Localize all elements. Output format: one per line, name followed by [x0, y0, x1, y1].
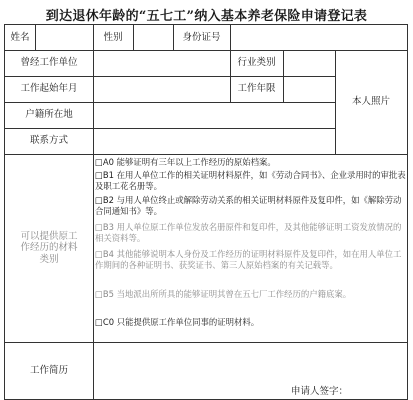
industry-field[interactable]: [283, 50, 335, 76]
work-years-field[interactable]: [283, 76, 335, 102]
id-number-label: 身份证号: [182, 31, 221, 43]
id-number-field[interactable]: [230, 25, 407, 50]
work-years-label: 工作年限: [237, 83, 276, 95]
gender-label: 性别: [103, 31, 123, 43]
industry-label: 行业类别: [237, 57, 276, 69]
option-b2[interactable]: □B2 与用人单位终止或解除劳动关系的相关证明材料原件及复印件，如《解除劳动合同通知书》等。: [95, 195, 402, 216]
contact-field[interactable]: [93, 128, 335, 154]
materials-label: 可以提供原工作经历的材料类别: [20, 230, 78, 265]
signature-label: 申请人签字：: [291, 386, 349, 397]
option-b5[interactable]: □B5 当地派出所所具的能够证明其曾在五七厂工作经历的户籍底案。: [95, 289, 352, 299]
start-date-field[interactable]: [93, 76, 230, 102]
name-label: 姓名: [10, 31, 30, 43]
option-b4[interactable]: □B4 其他能够说明本人身份及工作经历的证明材料原件及复印件，如在用人单位工作期间的各种证明书、获奖证书、第三人原始档案的有关记载等。: [95, 249, 402, 270]
contact-label: 联系方式: [29, 135, 68, 147]
gender-field[interactable]: [133, 25, 173, 50]
registration-form: [4, 24, 408, 400]
name-field[interactable]: [35, 25, 93, 50]
option-b3[interactable]: □B3 用人单位原工作单位发放名册原件和复印件，及其他能够证明工资发放情况的相关资料等。: [95, 222, 402, 243]
form-title: 到达退休年龄的“五七工”纳入基本养老保险申请登记表: [45, 9, 368, 24]
option-c0[interactable]: □C0 只能提供原工作单位同事的证明材料。: [95, 317, 260, 327]
option-a0[interactable]: □A0 能够证明有三年以上工作经历的原始档案。: [95, 157, 276, 167]
hukou-field[interactable]: [93, 102, 335, 128]
former-employer-field[interactable]: [93, 50, 230, 76]
start-date-label: 工作起始年月: [20, 83, 78, 95]
former-employer-label: 曾经工作单位: [20, 57, 78, 69]
hukou-label: 户籍所在地: [25, 109, 73, 121]
history-label: 工作简历: [29, 364, 68, 376]
photo-box[interactable]: 本人照片: [351, 96, 390, 108]
option-b1[interactable]: □B1 在用人单位工作的相关证明材料原件，如《劳动合同书》、企业录用时的审批表及职工花名册等。: [95, 170, 406, 191]
history-field[interactable]: [93, 342, 407, 399]
